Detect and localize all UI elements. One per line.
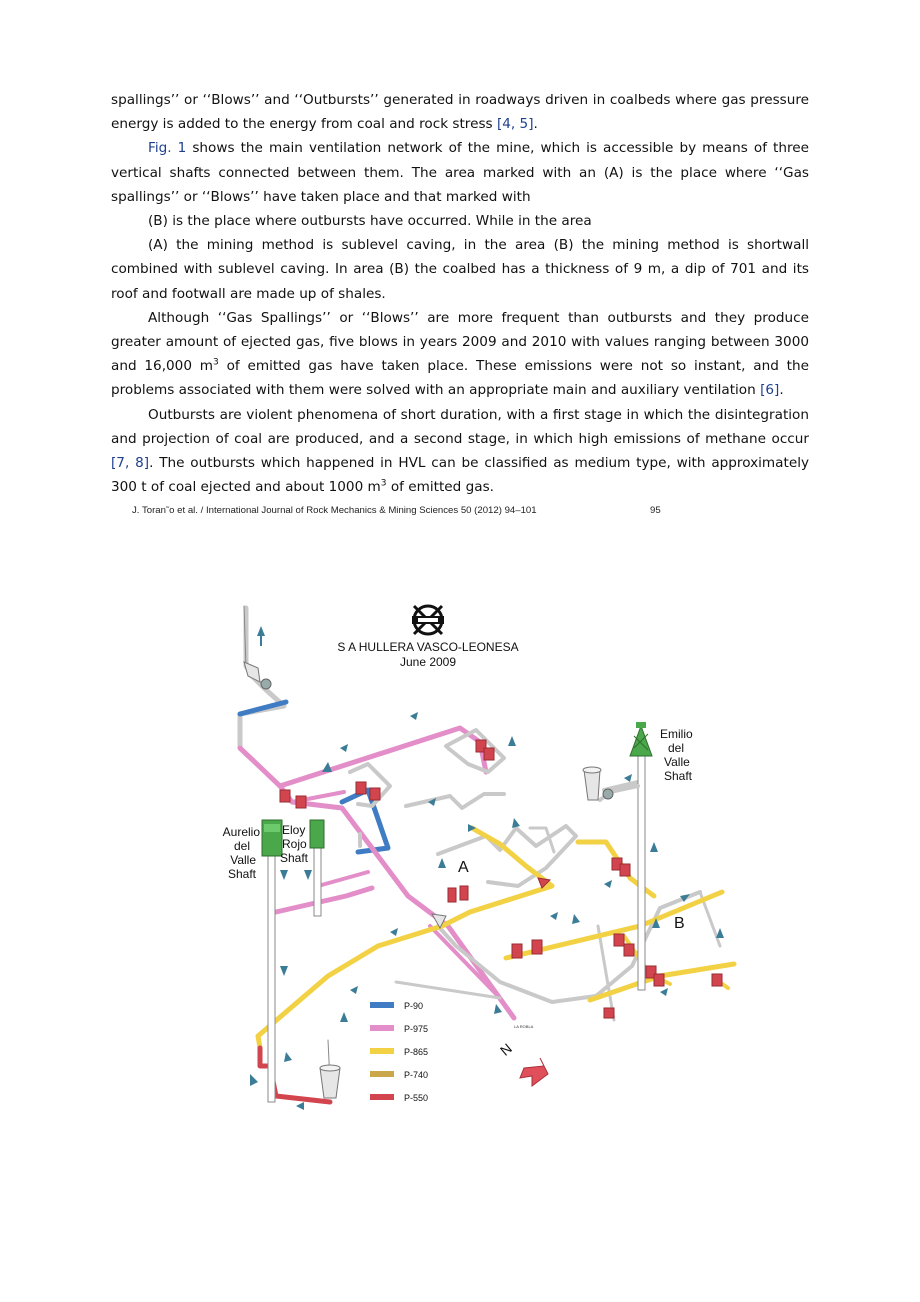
label-area-a: A — [458, 859, 469, 876]
paragraph-text: shows the main ventilation network of the mine, which is accessible by means of three vertical shafts connected between them. The area marked with an (A) is the place where ‘‘Gas spallings’’ or ‘‘Blows’’ have taken place and that marked with — [111, 140, 809, 205]
page-footer — [132, 505, 692, 516]
legend-label-p740: P-740 — [404, 1070, 429, 1080]
paragraph-text: spallings’’ or ‘‘Blows’’ and ‘‘Outbursts’’ generated in roadways driven in coalbeds where gas pressure energy is added to the energy from coal and rock stress — [111, 92, 809, 133]
paragraph-text: Outbursts are violent phenomena of short duration, with a first stage in which the disintegration and projection of coal are produced, and a second stage, in which high emissions of methane occur — [111, 406, 809, 447]
legend-swatch-p740 — [370, 1071, 394, 1077]
legend-label-p975: P-975 — [404, 1024, 429, 1034]
paragraph-text: of emitted gas have taken place. These emissions were not so instant, and the problems associated with them were solved with an appropriate main and auxiliary ventilation — [111, 358, 809, 399]
paragraph-text: of emitted gas. — [386, 479, 494, 496]
fan-housing-icon — [244, 662, 613, 1098]
eloy-shaft-column — [314, 840, 321, 916]
paragraph-text: Although ‘‘Gas Spallings’’ or ‘‘Blows’’ are more frequent than outbursts and they produce greater amount of ejected gas, five blows in years 2009 and 2010 with values ranging between 3000 and 16,000 m — [111, 309, 809, 375]
paragraph — [111, 403, 809, 500]
superscript: 3 — [213, 357, 219, 368]
svg-text:Rojo: Rojo — [282, 837, 307, 851]
legend-swatch-p550 — [370, 1094, 394, 1100]
svg-text:Aurelio: Aurelio — [222, 825, 260, 839]
paragraph — [111, 209, 809, 233]
label-area-b: B — [674, 915, 685, 932]
svg-text:Valle: Valle — [230, 853, 256, 867]
svg-text:Valle: Valle — [664, 755, 690, 769]
svg-text:Emilio: Emilio — [660, 727, 693, 741]
figure-company-name: S A HULLERA VASCO-LEONESA — [337, 640, 519, 654]
citation-link[interactable]: Fig. 1 — [148, 140, 187, 157]
legend-swatch-p975 — [370, 1025, 394, 1031]
svg-text:del: del — [233, 839, 250, 853]
label-aurelio-shaft — [223, 825, 261, 881]
north-arrow-icon — [520, 1058, 548, 1086]
figure-legend — [370, 1001, 428, 1103]
legend-swatch-p865 — [370, 1048, 394, 1054]
citation-link[interactable]: [7, 8] — [111, 455, 150, 472]
page-number: 95 — [650, 505, 661, 516]
svg-text:del: del — [668, 741, 685, 755]
superscript: 3 — [380, 478, 387, 489]
legend-label-p90: P-90 — [404, 1001, 424, 1011]
label-eloy-shaft — [280, 823, 309, 865]
paragraph — [111, 306, 809, 403]
paragraph-text: . — [533, 116, 538, 133]
paragraph — [111, 136, 809, 209]
paragraph-text: (A) the mining method is sublevel caving, in the area (B) the mining method is shortwall combined with sublevel caving. In area (B) the coalbed has a thickness of 9 m, a dip of 701 and its roof and footwall are made up of shales. — [111, 237, 809, 302]
figure-date: June 2009 — [399, 655, 457, 669]
legend-label-p550: P-550 — [404, 1093, 429, 1103]
journal-citation: J. Toran˜o et al. / International Journal of Rock Mechanics & Mining Sciences 50 (2012) 94–101 — [132, 505, 537, 516]
svg-text:Shaft: Shaft — [280, 851, 309, 865]
paragraph-text: . The outbursts which happened in HVL can be classified as medium type, with approximately 300 t of coal ejected and about 1000 m — [111, 455, 810, 496]
ventilation-network-drawing — [240, 606, 734, 1102]
svg-text:Shaft: Shaft — [664, 769, 693, 783]
paragraph-text: . — [779, 382, 784, 399]
figure-1-ventilation-network — [200, 596, 760, 1126]
label-emilio-shaft — [660, 727, 693, 783]
body-text — [111, 88, 809, 499]
paragraph-text: (B) is the place where outbursts have occurred. While in the area — [148, 213, 592, 230]
svg-text:Eloy: Eloy — [282, 823, 306, 837]
paragraph — [111, 88, 809, 136]
aurelio-headframe-icon — [262, 820, 282, 856]
legend-label-p865: P-865 — [404, 1047, 429, 1057]
paragraph — [111, 233, 809, 306]
legend-swatch-p90 — [370, 1002, 394, 1008]
eloy-headframe-icon — [310, 820, 324, 848]
label-la-robla: LA ROBLA — [514, 1024, 534, 1029]
north-label: N — [496, 1039, 515, 1059]
aurelio-shaft-column — [268, 840, 275, 1102]
company-logo-icon — [412, 606, 444, 634]
citation-link[interactable]: [6] — [760, 382, 780, 399]
svg-text:Shaft: Shaft — [227, 867, 256, 881]
citation-link[interactable]: [4, 5] — [496, 116, 534, 133]
emilio-headframe-icon — [630, 722, 652, 756]
